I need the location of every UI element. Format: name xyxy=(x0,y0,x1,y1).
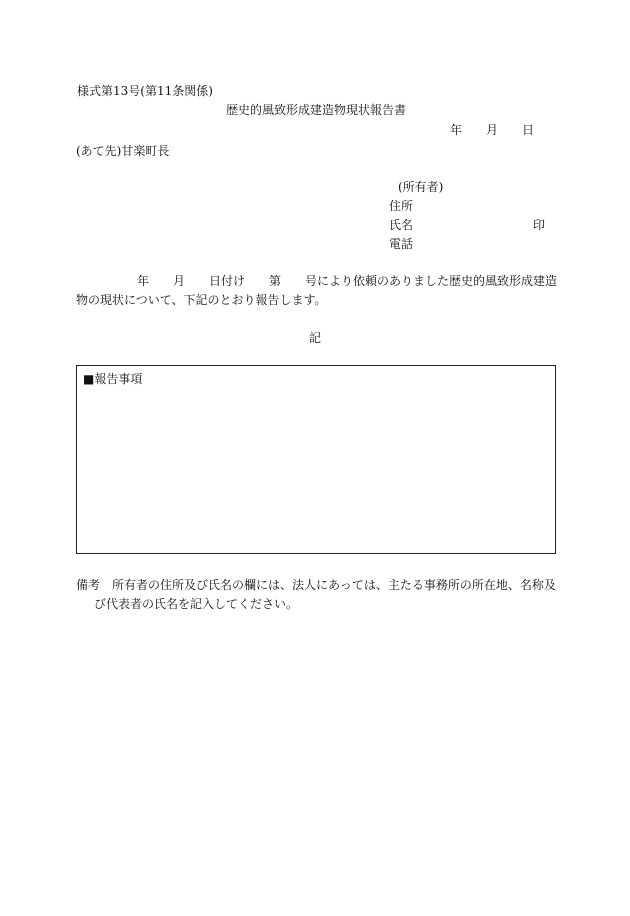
body-line-1-rest: 号により依頼のありました歴史的風致形成建造 xyxy=(305,274,558,288)
remarks-line-1: 備考 所有者の住所及び氏名の欄には、法人にあっては、主たる事務所の所在地、名称及 xyxy=(76,578,556,592)
remarks-line-2: び代表者の氏名を記入してください。 xyxy=(94,597,299,611)
body-year-label: 年 xyxy=(137,274,150,288)
body-text-line-2: 物の現状について、下記のとおり報告します。 xyxy=(76,293,327,307)
body-day-dated-label: 日付け xyxy=(209,274,246,288)
document-title: 歴史的風致形成建造物現状報告書 xyxy=(225,103,406,117)
ki-heading: 記 xyxy=(308,331,321,345)
seal-label: 印 xyxy=(533,218,546,232)
owner-name-label: 氏名 xyxy=(389,218,414,232)
report-items-label: ■報告事項 xyxy=(83,372,143,386)
addressee: (あて先)甘楽町長 xyxy=(76,144,170,158)
body-dai-label: 第 xyxy=(269,274,282,288)
date-month-label: 月 xyxy=(486,123,499,137)
report-items-box xyxy=(76,365,556,554)
body-month-label: 月 xyxy=(173,274,186,288)
form-number: 様式第13号(第11条関係) xyxy=(77,84,213,98)
date-year-label: 年 xyxy=(450,123,463,137)
owner-phone-label: 電話 xyxy=(389,237,414,251)
owner-address-label: 住所 xyxy=(389,199,414,213)
date-day-label: 日 xyxy=(522,123,535,137)
owner-heading: (所有者) xyxy=(398,180,444,194)
